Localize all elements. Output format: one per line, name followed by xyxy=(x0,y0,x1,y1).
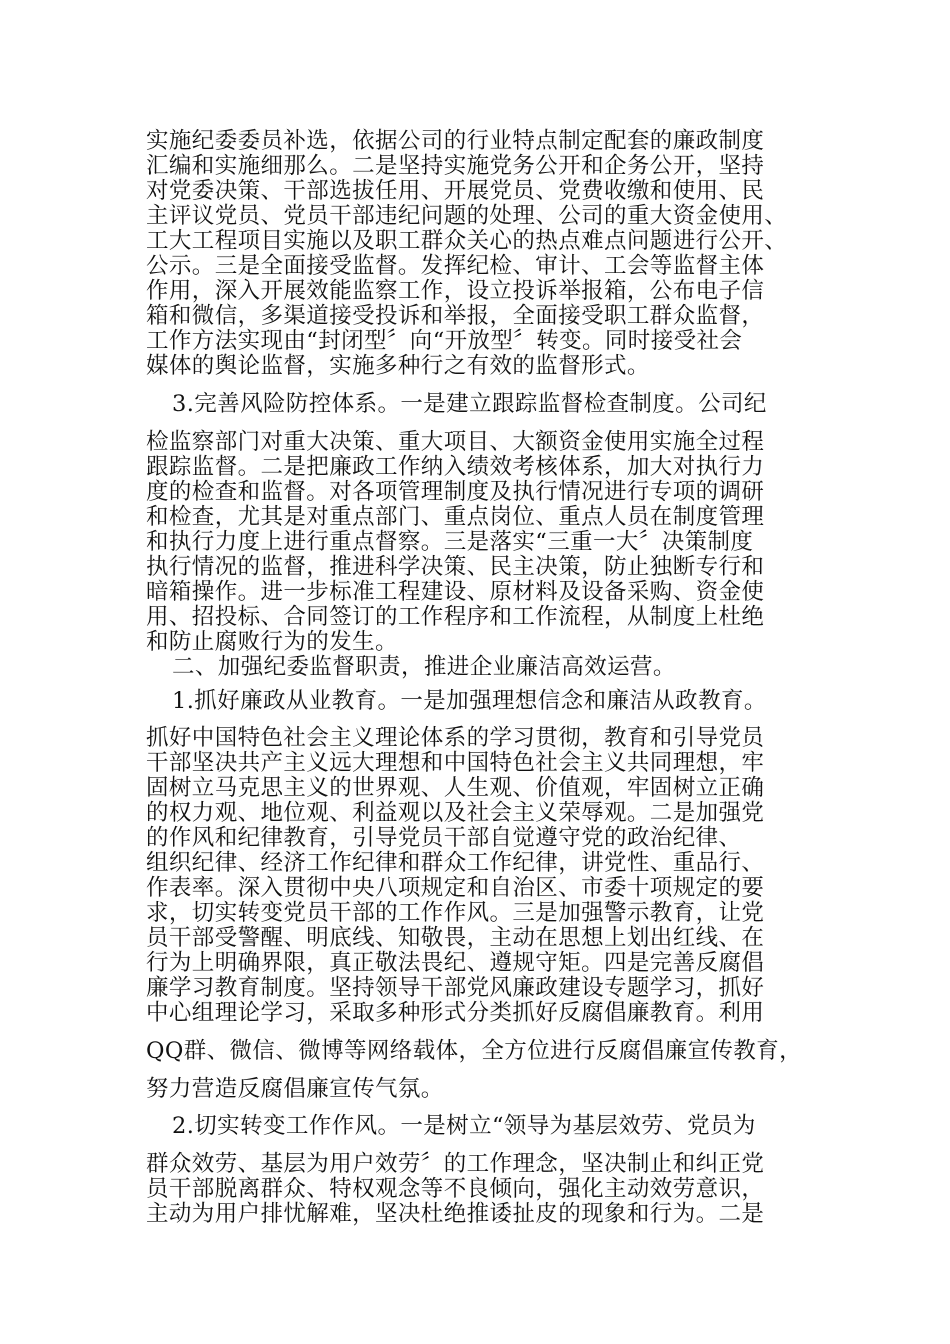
text-line: 员干部脱离群众、特权观念等不良倾向，强化主动效劳意识， xyxy=(146,1176,765,1202)
text-line: 中心组理论学习，采取多种形式分类抓好反腐倡廉教育。利用 xyxy=(146,1000,765,1026)
text-line: 努力营造反腐倡廉宣传气氛。 xyxy=(146,1076,444,1102)
text-line: 跟踪监督。二是把廉政工作纳入绩效考核体系，加大对执行力 xyxy=(146,454,765,480)
text-line: 暗箱操作。进一步标准工程建设、原材料及设备采购、资金使 xyxy=(146,579,765,605)
text-line: 媒体的舆论监督，实施多种行之有效的监督形式。 xyxy=(146,353,650,379)
text-line: 工作方法实现由“封闭型〞向“开放型〞转变。同时接受社会 xyxy=(146,328,743,354)
paragraph-heading: 3.完善风险防控体系。一是建立跟踪监督检查制度。公司纪 xyxy=(172,391,767,417)
text-line: 求，切实转变党员干部的工作作风。三是加强警示教育，让党 xyxy=(146,900,765,926)
text-line: 干部坚决共产主义远大理想和中国特色社会主义共同理想，牢 xyxy=(146,750,765,776)
paragraph-heading: 2.切实转变工作作风。一是树立“领导为基层效劳、党员为 xyxy=(172,1113,756,1139)
text-line: 群众效劳、基层为用户效劳〞的工作理念，坚决制止和纠正党 xyxy=(146,1151,765,1177)
text-line: 作表率。深入贯彻中央八项规定和自治区、市委十项规定的要 xyxy=(146,875,765,901)
text-line: 检监察部门对重大决策、重大项目、大额资金使用实施全过程 xyxy=(146,429,765,455)
text-line: 固树立马克思主义的世界观、人生观、价值观，牢固树立正确 xyxy=(146,775,765,801)
text-line: 的作风和纪律教育，引导党员干部自觉遵守党的政治纪律、 xyxy=(146,825,742,851)
text-line: 和执行力度上进行重点督察。三是落实“三重一大〞决策制度 xyxy=(146,529,754,555)
text-line: 行为上明确界限，真正敬法畏纪、遵规守矩。四是完善反腐倡 xyxy=(146,950,765,976)
paragraph-heading: 1.抓好廉政从业教育。一是加强理想信念和廉洁从政教育。 xyxy=(172,688,767,714)
text-line: 主评议党员、党员干部违纪问题的处理、公司的重大资金使用、 xyxy=(146,203,788,229)
text-line: 箱和微信，多渠道接受投诉和举报，全面接受职工群众监督， xyxy=(146,303,765,329)
text-line: 执行情况的监督，推进科学决策、民主决策，防止独断专行和 xyxy=(146,554,765,580)
text-line: 对党委决策、干部选拔任用、开展党员、党费收缴和使用、民 xyxy=(146,178,765,204)
text-line: 实施纪委委员补选，依据公司的行业特点制定配套的廉政制度 xyxy=(146,128,765,154)
text-line: 和防止腐败行为的发生。 xyxy=(146,629,398,655)
text-line: 汇编和实施细那么。二是坚持实施党务公开和企务公开，坚持 xyxy=(146,153,765,179)
text-line: 主动为用户排忧解难，坚决杜绝推诿扯皮的现象和行为。二是 xyxy=(146,1201,765,1227)
text-line: 员干部受警醒、明底线、知敬畏，主动在思想上划出红线、在 xyxy=(146,925,765,951)
text-line: 用、招投标、合同签订的工作程序和工作流程，从制度上杜绝 xyxy=(146,604,765,630)
text-line: 度的检查和监督。对各项管理制度及执行情况进行专项的调研 xyxy=(146,479,765,505)
text-line: 作用，深入开展效能监察工作，设立投诉举报箱，公布电子信 xyxy=(146,278,765,304)
text-line: 廉学习教育制度。坚持领导干部党风廉政建设专题学习，抓好 xyxy=(146,975,765,1001)
text-line: QQ群、微信、微博等网络载体，全方位进行反腐倡廉宣传教育， xyxy=(146,1038,802,1064)
text-line: 和检查，尤其是对重点部门、重点岗位、重点人员在制度管理 xyxy=(146,504,765,530)
text-line: 的权力观、地位观、利益观以及社会主义荣辱观。二是加强党 xyxy=(146,800,765,826)
text-line: 抓好中国特色社会主义理论体系的学习贯彻，教育和引导党员 xyxy=(146,725,765,751)
text-line: 组织纪律、经济工作纪律和群众工作纪律，讲党性、重品行、 xyxy=(146,850,765,876)
text-line: 工大工程项目实施以及职工群众关心的热点难点问题进行公开、 xyxy=(146,228,788,254)
section-heading: 二、加强纪委监督职责，推进企业廉洁高效运营。 xyxy=(172,654,676,680)
text-line: 公示。三是全面接受监督。发挥纪检、审计、工会等监督主体 xyxy=(146,253,765,279)
